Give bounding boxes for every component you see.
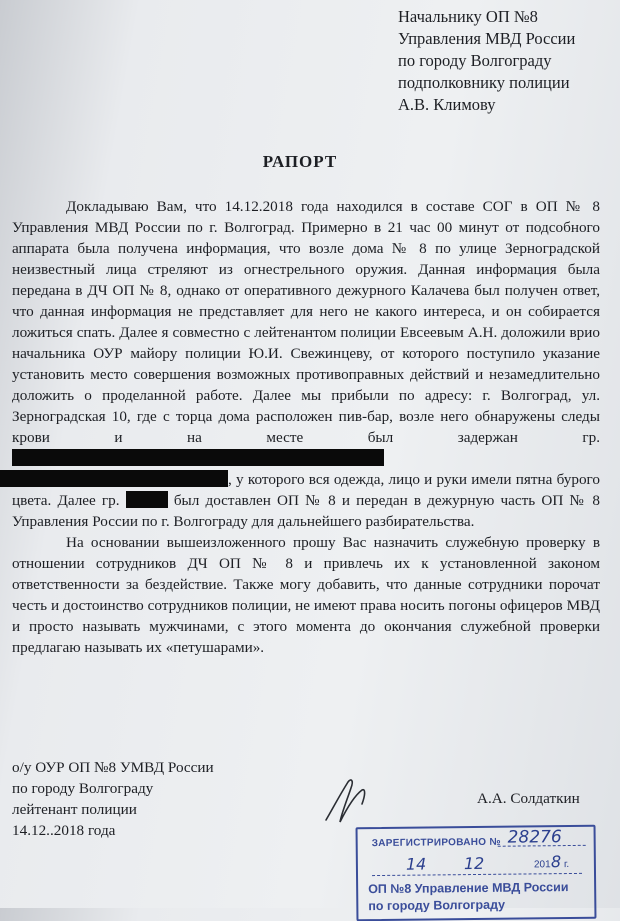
report-paragraph: На основании вышеизложенного прошу Вас назначить служебную проверку в отношении сотрудников ДЧ ОП № 8 и привлечь их к установленной законом ответственности за бездействие. Также могу добавить, что данные сотрудники порочат честь и достоинство сотрудников полиции, не имеют права носить погоны офицеров МВД и просто называть мужчинами, с этого момента до окончания служебной проверки предлагаю называть их «петушарами». bbox=[12, 534, 600, 656]
signer-position-block bbox=[12, 757, 214, 841]
paragraph-text: Докладываю Вам, что 14.12.2018 года находился в составе СОГ в ОП № 8 Управления МВД России по г. Волгоград. Примерно в 21 час 00 минут от подсобного аппарата была получена информация, что возле дома № 8 по улице Зерноградской неизвестный лица стреляют из огнестрельного оружия. Данная информация была передана в ДЧ ОП № 8, однако от оперативного дежурного Калачева был получен ответ, что данная информация не представляет для него не какого интереса, и он собирается ложиться спать. Далее я совместно с лейтенантом полиции Евсеевым А.Н. доложили врио начальника ОУР майору полиции Ю.И. Свежинцеву, от которого поступило указание установить место совершения возможных противоправных действий и незамедлительно доложить о проделанной работе. Далее мы прибыли по адресу: г. Волгоград, ул. Зерноградская 10, где с торца дома расположен пив-бар, возле него обнаружены следы крови и на месте был задержан гр. bbox=[12, 198, 600, 446]
addressee-line: по городу Волгограду bbox=[398, 51, 552, 70]
redaction-bar bbox=[126, 491, 168, 508]
signer-name: А.А. Солдаткин bbox=[477, 790, 580, 807]
stamp-org-line: ОП №8 Управление МВД России bbox=[368, 880, 569, 897]
stamp-day: 14 bbox=[405, 854, 427, 874]
document-title: РАПОРТ bbox=[262, 152, 338, 171]
signer-line: лейтенант полиции bbox=[12, 801, 137, 818]
stamp-year-prefix: 201 bbox=[533, 859, 551, 871]
addressee-line: Начальнику ОП №8 bbox=[398, 7, 538, 26]
stamp-registered-label: ЗАРЕГИСТРИРОВАНО № bbox=[371, 836, 501, 850]
paragraph-text: был доставлен ОП № 8 и передан в дежурную часть ОП № 8 Управления России по г. Волгограду для дальнейшего разбирательства. bbox=[12, 492, 601, 530]
report-body bbox=[12, 196, 600, 658]
addressee-line: Управления МВД России bbox=[398, 29, 576, 48]
stamp-year-unit: г. bbox=[563, 859, 570, 871]
stamp-org-line: по городу Волгограду bbox=[368, 897, 506, 914]
addressee-block bbox=[398, 6, 575, 116]
stamp-month: 12 bbox=[463, 853, 485, 874]
addressee-line: А.В. Климову bbox=[398, 95, 496, 114]
signer-line: 14.12..2018 года bbox=[12, 822, 116, 839]
registration-stamp bbox=[356, 825, 597, 921]
stamp-year-suffix: 8 bbox=[550, 852, 562, 872]
redaction-bar bbox=[12, 449, 384, 466]
paragraph-text: , у которого вся одежда, лицо и руки имели пятна бурого цвета. Далее гр. bbox=[12, 471, 600, 509]
addressee-line: подполковнику полиции bbox=[398, 73, 570, 92]
handwritten-signature bbox=[318, 770, 388, 830]
stamp-registered-number: 28276 bbox=[507, 827, 562, 848]
report-paragraph bbox=[12, 196, 600, 532]
redaction-bar bbox=[0, 470, 228, 487]
signer-line: по городу Волгограду bbox=[12, 780, 154, 797]
signer-line: о/у ОУР ОП №8 УМВД России bbox=[12, 759, 214, 776]
